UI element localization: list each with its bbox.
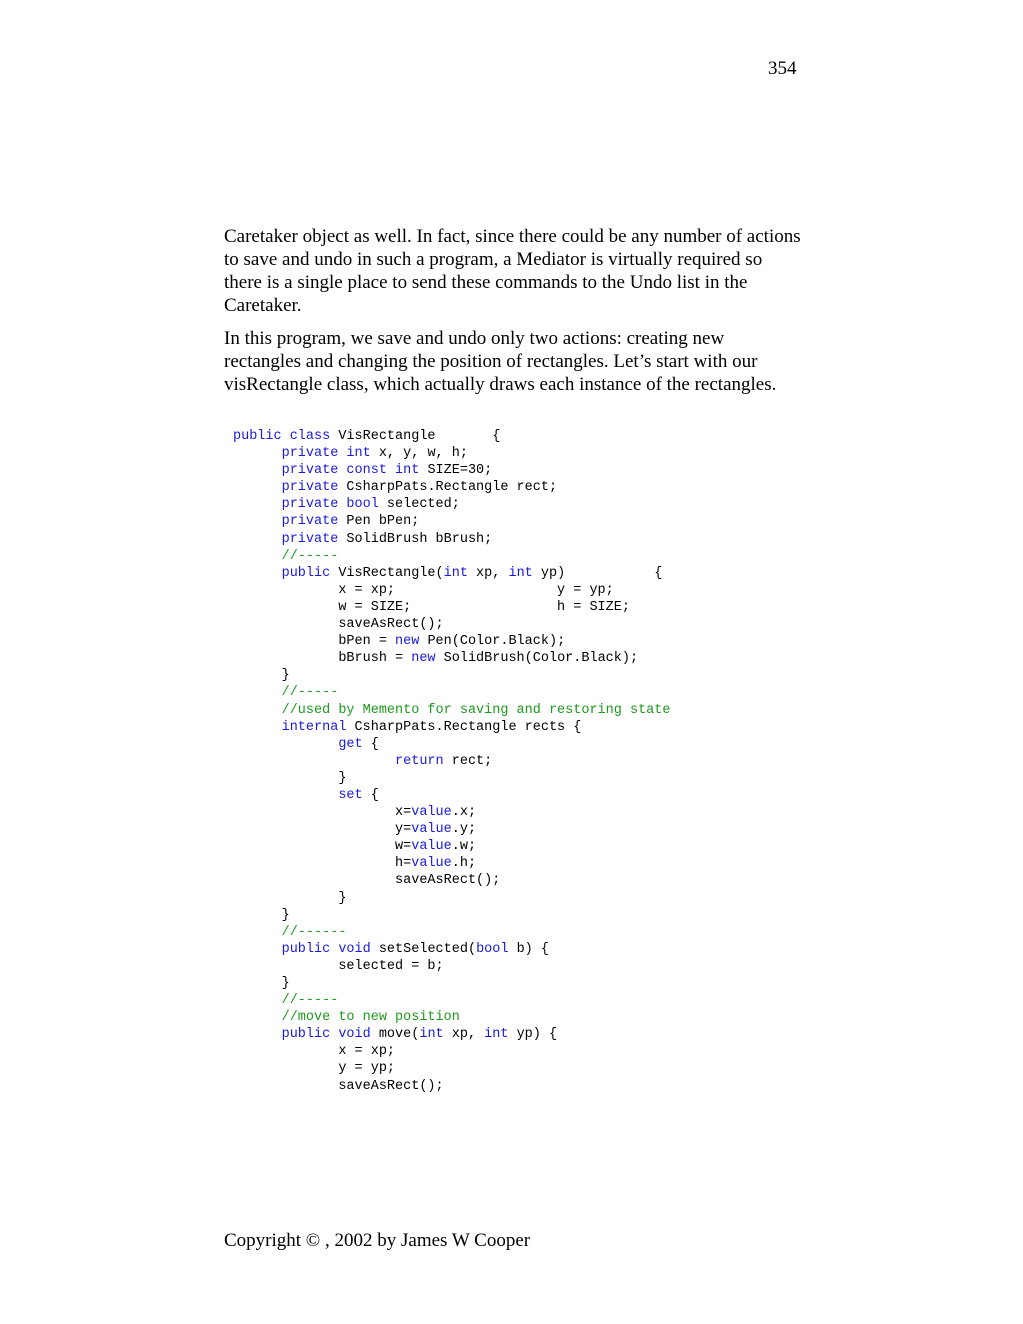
- code-text: }: [233, 907, 290, 923]
- code-text: [233, 925, 282, 940]
- code-line: [233, 719, 670, 736]
- code-keyword: private: [281, 531, 339, 547]
- code-text: [233, 566, 282, 581]
- code-line: [233, 753, 670, 770]
- code-line: [233, 1060, 670, 1077]
- code-text: h=: [233, 856, 412, 872]
- code-line: [233, 445, 670, 462]
- code-keyword: value: [411, 856, 452, 872]
- code-text: }: [233, 668, 290, 684]
- code-text: SIZE=30;: [419, 463, 493, 479]
- code-line: [233, 787, 670, 804]
- code-keyword: set: [338, 787, 363, 803]
- code-text: yp) {: [532, 565, 663, 581]
- code-text: saveAsRect();: [233, 1078, 444, 1094]
- code-text: [233, 720, 282, 735]
- code-keyword: value: [411, 822, 452, 838]
- code-line: [233, 650, 670, 667]
- code-line: [233, 992, 670, 1009]
- code-line: [233, 941, 670, 958]
- code-text: saveAsRect();: [233, 873, 501, 889]
- code-text: VisRectangle(: [330, 565, 444, 581]
- code-keyword: private: [281, 480, 339, 496]
- code-keyword: value: [411, 805, 452, 821]
- code-text: SolidBrush bBrush;: [338, 531, 493, 547]
- code-text: [233, 685, 282, 700]
- code-line: [233, 1026, 670, 1043]
- code-text: [233, 1010, 282, 1025]
- code-keyword: get: [338, 736, 363, 752]
- code-line: [233, 1078, 670, 1095]
- code-line: [233, 736, 670, 753]
- code-line: [233, 513, 670, 530]
- code-text: selected;: [378, 497, 460, 513]
- code-keyword: new: [411, 651, 436, 667]
- code-keyword: return: [395, 753, 444, 769]
- code-text: [233, 514, 282, 529]
- code-comment: //-----: [281, 685, 339, 701]
- code-text: .x;: [451, 805, 477, 821]
- code-keyword: int: [508, 565, 533, 581]
- code-text: x = xp;: [233, 1044, 396, 1060]
- paragraph-caretaker: Caretaker object as well. In fact, since there could be any number of actions to save and undo in such a program, a Mediator is virtually required so there is a single place to send these commands to the Undo list in the Caretaker.: [224, 226, 801, 316]
- code-keyword: internal: [281, 719, 347, 735]
- code-keyword: int: [484, 1027, 509, 1043]
- code-line: [233, 599, 670, 616]
- code-keyword: int: [419, 1027, 444, 1043]
- code-line: [233, 633, 670, 650]
- code-line: [233, 907, 670, 924]
- code-line: [233, 1009, 670, 1026]
- code-line: [233, 479, 670, 496]
- code-keyword: int: [443, 565, 468, 581]
- code-keyword: new: [395, 634, 420, 650]
- code-keyword: public: [281, 565, 331, 581]
- code-comment: //-----: [281, 993, 339, 1009]
- code-comment: //used by Memento for saving and restoring state: [281, 702, 671, 718]
- code-line: [233, 462, 670, 479]
- code-text: .h;: [451, 856, 477, 872]
- code-text: [233, 463, 282, 478]
- code-line: [233, 496, 670, 513]
- code-text: xp,: [443, 1027, 485, 1043]
- code-text: [233, 754, 395, 769]
- code-line: [233, 872, 670, 889]
- code-text: y=: [233, 822, 412, 838]
- code-text: bPen =: [233, 634, 396, 650]
- code-text: [233, 703, 282, 718]
- code-text: [233, 737, 338, 752]
- code-text: }: [233, 770, 347, 786]
- code-keyword: public void: [281, 941, 371, 957]
- code-text: CsharpPats.Rectangle rect;: [338, 480, 558, 496]
- code-keyword: private: [281, 514, 339, 530]
- code-text: bBrush =: [233, 651, 412, 667]
- paragraph-program-actions: In this program, we save and undo only two actions: creating new rectangles and changing the position of rectangles. Let’s start with our visRectangle class, which actually draws each instance of the rectangles.: [224, 328, 777, 395]
- code-text: Pen(Color.Black);: [419, 634, 566, 650]
- code-comment: //move to new position: [281, 1010, 460, 1026]
- code-text: [233, 942, 282, 957]
- code-line: [233, 428, 670, 445]
- code-text: [233, 788, 338, 803]
- code-text: saveAsRect();: [233, 617, 444, 633]
- code-keyword: value: [411, 839, 452, 855]
- code-line: [233, 958, 670, 975]
- code-text: SolidBrush(Color.Black);: [435, 651, 639, 667]
- code-text: [233, 993, 282, 1008]
- code-line: [233, 975, 670, 992]
- code-keyword: public class: [233, 429, 331, 444]
- code-text: y = yp;: [233, 1061, 396, 1077]
- code-text: [233, 1027, 282, 1042]
- code-line: [233, 531, 670, 548]
- code-keyword: bool: [476, 941, 509, 957]
- code-text: [233, 497, 282, 512]
- code-text: }: [233, 890, 347, 906]
- code-text: x=: [233, 805, 412, 821]
- code-comment: //------: [281, 924, 347, 940]
- code-line: [233, 838, 670, 855]
- code-line: [233, 548, 670, 565]
- code-line: [233, 770, 670, 787]
- code-line: [233, 855, 670, 872]
- code-text: w = SIZE; h = SIZE;: [233, 599, 630, 615]
- code-keyword: private bool: [281, 497, 379, 513]
- code-text: {: [362, 736, 379, 752]
- code-text: setSelected(: [370, 941, 477, 957]
- code-line: [233, 804, 670, 821]
- code-line: [233, 667, 670, 684]
- code-keyword: private int: [281, 446, 371, 462]
- code-comment: //-----: [281, 548, 339, 564]
- code-line: [233, 702, 670, 719]
- code-text: }: [233, 976, 290, 991]
- code-line: [233, 924, 670, 941]
- code-text: rect;: [443, 753, 493, 769]
- code-text: [233, 480, 282, 495]
- code-keyword: private const int: [281, 463, 420, 479]
- code-text: move(: [370, 1027, 420, 1043]
- code-line: [233, 1043, 670, 1060]
- code-text: [233, 549, 282, 564]
- code-text: w=: [233, 839, 412, 855]
- code-text: yp) {: [508, 1027, 558, 1043]
- code-line: [233, 684, 670, 701]
- code-text: x, y, w, h;: [370, 446, 468, 462]
- copyright-footer: Copyright © , 2002 by James W Cooper: [224, 1230, 531, 1251]
- code-text: {: [362, 787, 379, 803]
- code-text: .w;: [451, 839, 477, 855]
- code-text: CsharpPats.Rectangle rects {: [346, 719, 582, 735]
- code-line: [233, 582, 670, 599]
- page-number: 354: [768, 58, 797, 79]
- code-text: xp,: [467, 565, 509, 581]
- code-text: .y;: [451, 822, 477, 838]
- code-text: [233, 446, 282, 461]
- code-text: Pen bPen;: [338, 514, 420, 530]
- code-text: [233, 532, 282, 547]
- code-text: selected = b;: [233, 958, 444, 974]
- code-listing: [233, 428, 670, 1095]
- code-keyword: public void: [281, 1027, 371, 1043]
- code-line: [233, 890, 670, 907]
- code-text: x = xp; y = yp;: [233, 582, 614, 598]
- code-line: [233, 565, 670, 582]
- code-text: VisRectangle {: [330, 429, 501, 444]
- code-line: [233, 821, 670, 838]
- code-text: b) {: [508, 941, 549, 957]
- code-line: [233, 616, 670, 633]
